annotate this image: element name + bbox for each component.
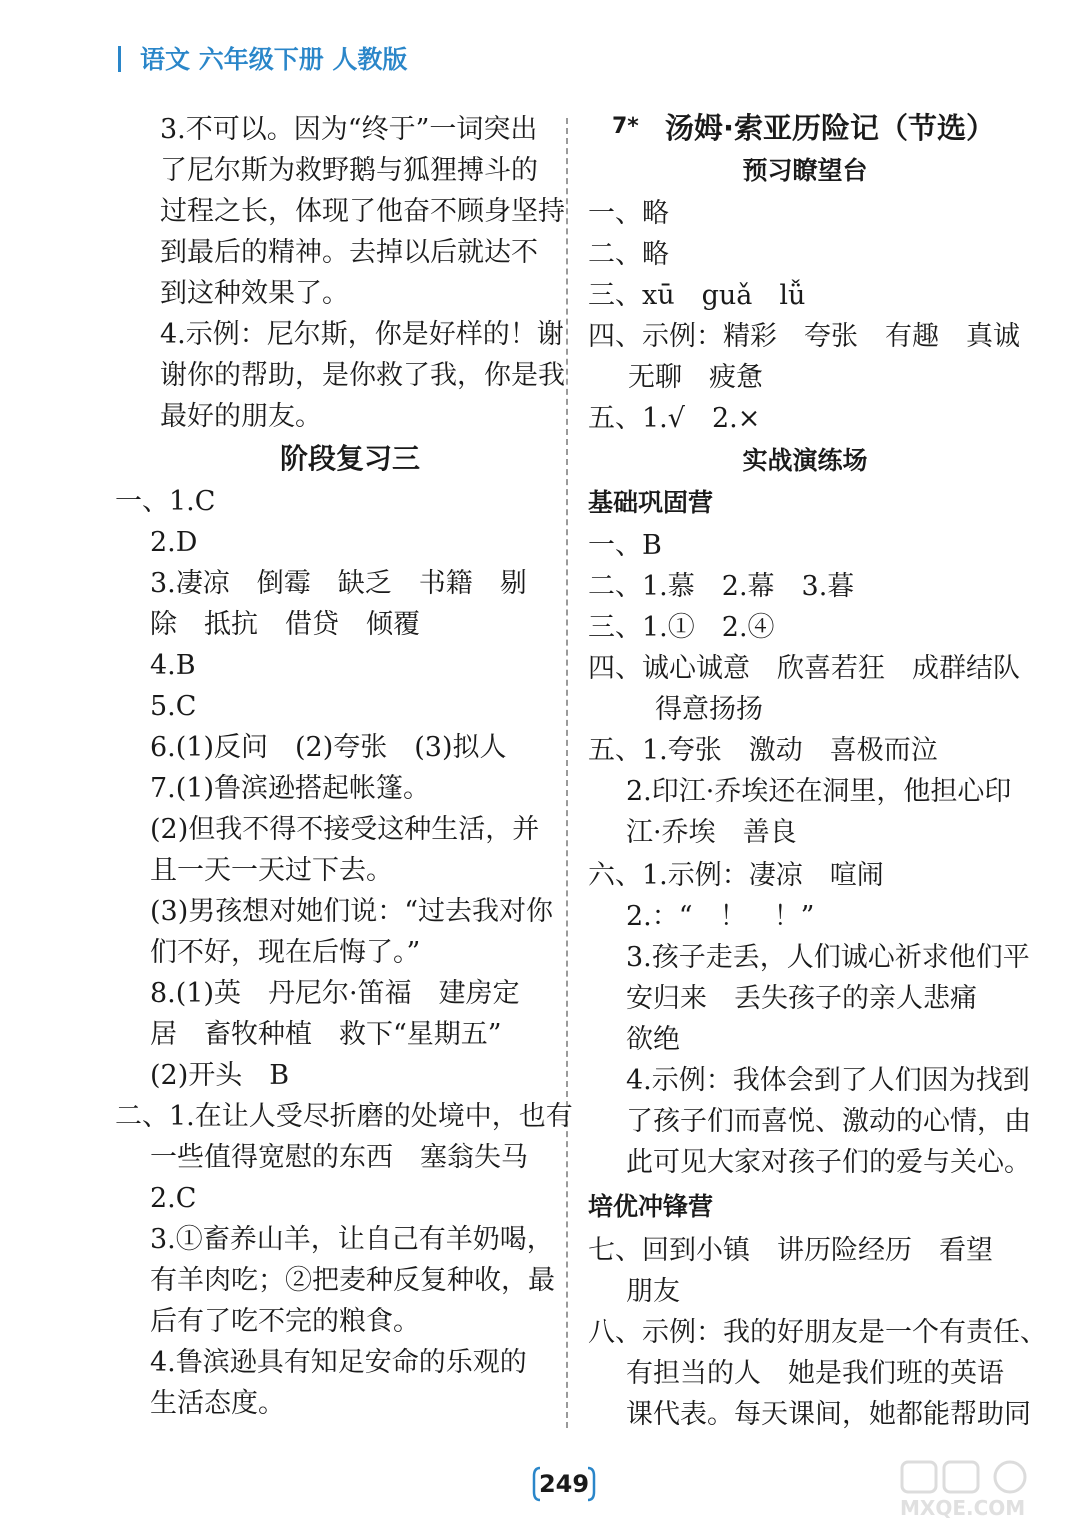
- answer-line: 到最后的精神。去掉以后就达不: [160, 237, 538, 268]
- answer-line: 五、1.√ 2.×: [588, 403, 761, 434]
- answer-line: 2.印江·乔埃还在洞里，他担心印: [626, 776, 1012, 807]
- answer-line: 一、1.C: [115, 486, 216, 517]
- answer-line: 有担当的人 她是我们班的英语: [626, 1358, 1004, 1389]
- lesson-title: 汤姆·索亚历险记（节选）: [665, 111, 996, 145]
- answer-line: 有羊肉吃；②把麦种反复种收，最: [150, 1265, 555, 1296]
- book-header-title: 语文 六年级下册 人教版: [140, 45, 408, 74]
- answer-line: 得意扬扬: [655, 694, 763, 725]
- watermark-text: MXQE.COM: [900, 1496, 1026, 1520]
- answer-line: 三、xū guǎ lǚ: [588, 280, 806, 311]
- column-divider: [566, 118, 568, 1428]
- answer-line: 5.C: [150, 691, 197, 722]
- answer-line: 欲绝: [626, 1024, 680, 1055]
- answer-line: 此可见大家对孩子们的爱与关心。: [626, 1147, 1031, 1178]
- page-number-badge: [532, 1466, 596, 1502]
- answer-line: 四、示例：精彩 夸张 有趣 真诚: [588, 321, 1020, 352]
- answer-line: 2.D: [150, 527, 198, 558]
- answer-line: 无聊 疲惫: [628, 362, 763, 393]
- answer-line: 朋友: [626, 1276, 680, 1307]
- answer-line: (2)开头 B: [150, 1060, 290, 1091]
- subsection-title: 实战演练场: [742, 446, 868, 475]
- watermark-logo-icon: [900, 1460, 1050, 1494]
- answer-line: 们不好，现在后悔了。”: [150, 937, 421, 968]
- answer-line: 三、1.① 2.④: [588, 612, 775, 643]
- answer-line: 谢你的帮助，是你救了我，你是我: [160, 360, 565, 391]
- subsection-title: 培优冲锋营: [588, 1192, 714, 1221]
- answer-line: 4.B: [150, 650, 196, 681]
- answer-line: 一、略: [588, 198, 669, 229]
- answer-line: 且一天一天过下去。: [150, 855, 393, 886]
- answer-line: 到这种效果了。: [160, 278, 349, 309]
- answer-line: 8.(1)英 丹尼尔·笛福 建房定: [150, 978, 520, 1009]
- section-title: 阶段复习三: [279, 442, 420, 475]
- lesson-number: 7*: [612, 114, 639, 139]
- answer-line: 安归来 丢失孩子的亲人悲痛: [626, 983, 977, 1014]
- answer-line: 3.孩子走丢，人们诚心祈求他们平: [626, 942, 1030, 973]
- answer-line: 生活态度。: [150, 1388, 285, 1419]
- answer-line: (3)男孩想对她们说：“过去我对你: [150, 896, 554, 927]
- answer-line: 后有了吃不完的粮食。: [150, 1306, 420, 1337]
- page-number: 249: [538, 1470, 590, 1498]
- answer-line: 了尼尔斯为救野鹅与狐狸搏斗的: [160, 155, 538, 186]
- answer-line: 六、1.示例：凄凉 喧闹: [588, 860, 884, 891]
- answer-line: 2.C: [150, 1183, 197, 1214]
- answer-line: 最好的朋友。: [160, 401, 322, 432]
- subsection-title: 基础巩固营: [588, 488, 714, 517]
- answer-line: 4.示例：尼尔斯，你是好样的！谢: [160, 319, 564, 350]
- answer-line: 居 畜牧种植 救下“星期五”: [150, 1019, 502, 1050]
- answer-line: 一些值得宽慰的东西 塞翁失马: [150, 1142, 528, 1173]
- answer-line: 二、1.在让人受尽折磨的处境中，也有: [115, 1101, 573, 1132]
- answer-line: 了孩子们而喜悦、激动的心情，由: [626, 1106, 1031, 1137]
- answer-line: 二、略: [588, 239, 669, 270]
- answer-line: 3.①畜养山羊，让自己有羊奶喝，: [150, 1224, 554, 1255]
- answer-line: 二、1.慕 2.幕 3.暮: [588, 571, 855, 602]
- answer-line: 3.凄凉 倒霉 缺乏 书籍 剔: [150, 568, 527, 599]
- answer-line: 五、1.夸张 激动 喜极而泣: [588, 735, 938, 766]
- answer-line: 一、B: [588, 530, 662, 561]
- answer-line: 6.(1)反问 (2)夸张 (3)拟人: [150, 732, 507, 763]
- answer-line: 七、回到小镇 讲历险经历 看望: [588, 1235, 993, 1266]
- answer-line: 四、诚心诚意 欣喜若狂 成群结队: [588, 653, 1020, 684]
- answer-line: 江·乔埃 善良: [626, 817, 797, 848]
- answer-line: 除 抵抗 借贷 倾覆: [150, 609, 420, 640]
- answer-line: 课代表。每天课间，她都能帮助同: [626, 1399, 1031, 1430]
- answer-line: 3.不可以。因为“终于”一词突出: [160, 114, 538, 145]
- answer-line: 过程之长，体现了他奋不顾身坚持: [160, 196, 565, 227]
- answer-line: (2)但我不得不接受这种生活，并: [150, 814, 540, 845]
- header-accent-bar: [118, 46, 121, 72]
- answer-line: 4.鲁滨逊具有知足安命的乐观的: [150, 1347, 527, 1378]
- answer-line: 4.示例：我体会到了人们因为找到: [626, 1065, 1030, 1096]
- subsection-title: 预习瞭望台: [742, 156, 868, 185]
- watermark: [900, 1460, 1050, 1520]
- answer-line: 2.：“ ！ ！”: [626, 901, 815, 932]
- answer-line: 7.(1)鲁滨逊搭起帐篷。: [150, 773, 431, 804]
- answer-line: 八、示例：我的好朋友是一个有责任、: [588, 1317, 1047, 1348]
